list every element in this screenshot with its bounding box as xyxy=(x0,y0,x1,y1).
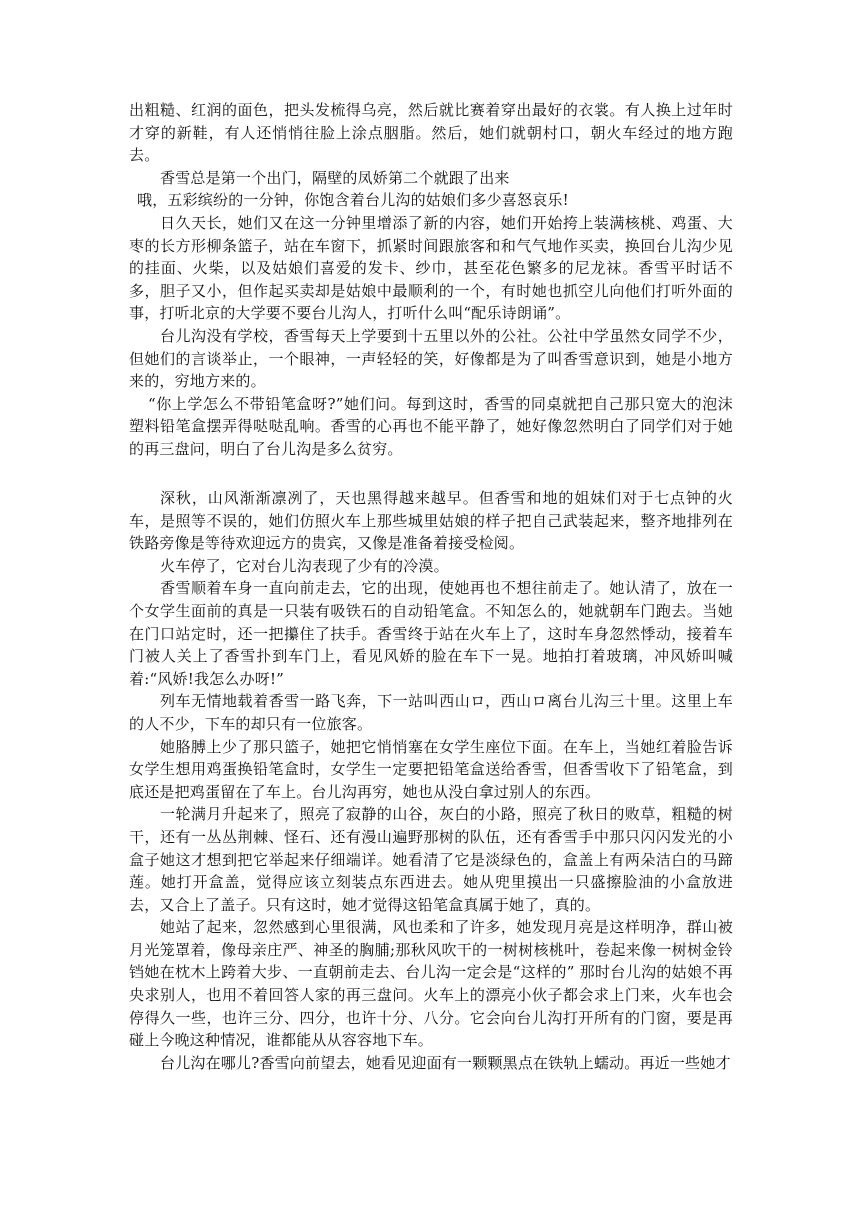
paragraph: 列车无情地载着香雪一路飞奔，下一站叫西山ロ，西山ロ离台儿沟三十里。这里上车的人不少，下车的却只有一位旅客。 xyxy=(129,692,733,733)
paragraph: 哦，五彩缤纷的一分钟，你饱含着台儿沟的姑娘们多少喜怒哀乐! xyxy=(137,191,569,210)
paragraph: 她胳膊上少了那只篮子，她把它悄悄塞在女学生座位下面。在车上，当她红着脸告诉女学生想用鸡蛋换铅笔盒时，女学生一定要把铅笔盒送给香雪，但香雪收下了铅笔盒，到底还是把鸡蛋留在了车上。台儿沟再穷，她也从没白拿过别人的东西。 xyxy=(129,737,733,801)
paragraph: “你上学怎么不带铅笔盒呀?”她们问。每到这时，香雪的同桌就把自己那只宽大的泡沫塑料铅笔盒摆弄得哒哒乱响。香雪的心再也不能平静了，她好像忽然明白了同学们对于她的再三盘问，明白了台儿沟是多么贫穷。 xyxy=(129,394,733,458)
paragraph: 她站了起来，忽然感到心里很满，风也柔和了许多，她发现月亮是这样明净，群山被月光笼罩着，像母亲庄严、神圣的胸脯;那秋风吹干的一树树核桃叶，卷起来像一树树金铃铛她在枕木上跨着大步、一直朝前走去、台儿沟一定会是“这样的” 那时台儿沟的姑娘不再央求别人，也用不着回答人家的再三盘问。火车上的漂亮小伙子都会求上门来，火车也会停得久一些，也许三分、四分，也许十分、八分。它会向台儿沟打开所有的门窗，要是再碰上今晚这种情况，谁都能从从容容地下车。 xyxy=(129,918,733,1050)
paragraph: 台儿沟没有学校，香雪每天上学要到十五里以外的公社。公社中学虽然女同学不少，但她们的言谈举止，一个眼神，一声轻轻的笑，好像都是为了叫香雪意识到，她是小地方来的，穷地方来的。 xyxy=(129,326,733,391)
text-block-lower xyxy=(129,487,733,1074)
paragraph: 深秋，山风渐渐凛冽了，天也黑得越来越早。但香雪和地的姐妹们对于七点钟的火车，是照等不误的，她们仿照火车上那些城里姑娘的样子把自己武装起来，整齐地排列在铁路旁像是等待欢迎远方的贵宾，又像是准备着接受检阅。 xyxy=(129,489,733,553)
text-block-upper xyxy=(129,99,733,461)
paragraph: 出粗糙、红润的面色，把头发梳得乌亮，然后就比赛着穿出最好的衣裳。有人换上过年时才穿的新鞋，有人还悄悄往脸上涂点胭脂。然后，她们就朝村口，朝火车经过的地方跑去。 xyxy=(129,101,733,165)
paragraph: 日久天长，她们又在这一分钟里增添了新的内容，她们开始挎上装满核桃、鸡蛋、大枣的长方形柳条篮子，站在车窗下，抓紧时间跟旅客和和气气地作买卖，换回台儿沟少见的挂面、火柴，以及姑娘们喜爱的发卡、纱巾，甚至花色繁多的尼龙袜。香雪平时话不多，胆子又小，但作起买卖却是姑娘中最顺利的一个，有时她也抓空儿向他们打听外面的事，打听北京的大学要不要台儿沟人，打听什么叫“配乐诗朗诵”。 xyxy=(129,213,733,323)
paragraph: 台儿沟在哪儿?香雪向前望去，她看见迎面有一颗颗黑点在铁轨上蠕动。再近一些她才 xyxy=(160,1053,731,1072)
paragraph: 火车停了，它对台儿沟表现了少有的冷漠。 xyxy=(160,556,449,575)
paragraph: 香雪总是第一个出门，隔壁的凤娇第二个就跟了出来 xyxy=(160,168,510,187)
paragraph: 一轮满月升起来了，照亮了寂静的山谷，灰白的小路，照亮了秋日的败草，粗糙的树干，还有一丛丛荆棘、怪石、还有漫山遍野那树的队伍，还有香雪手中那只闪闪发光的小盒子她这才想到把它举起来仔细端详。她看清了它是淡绿色的，盒盖上有两朵洁白的马蹄莲。她打开盒盖，觉得应该立刻装点东西进去。她从兜里摸出一只盛擦脸油的小盒放进去，又合上了盖子。只有这时，她才觉得这铅笔盒真属于她了，真的。 xyxy=(129,805,733,914)
paragraph: 香雪顺着车身一直向前走去，它的出现，使她再也不想往前走了。她认清了，放在一个女学生面前的真是一只装有吸铁石的自动铅笔盒。不知怎么的，她就朝车门跑去。当她在门口站定时，还一把攥住了扶手。香雪终于站在火车上了，这时车身忽然悸动，接着车门被人关上了香雪扑到车门上，看见风娇的脸在车下一晃。地拍打着玻璃，冲风娇叫喊着:“风娇!我怎么办呀!” xyxy=(129,579,733,688)
